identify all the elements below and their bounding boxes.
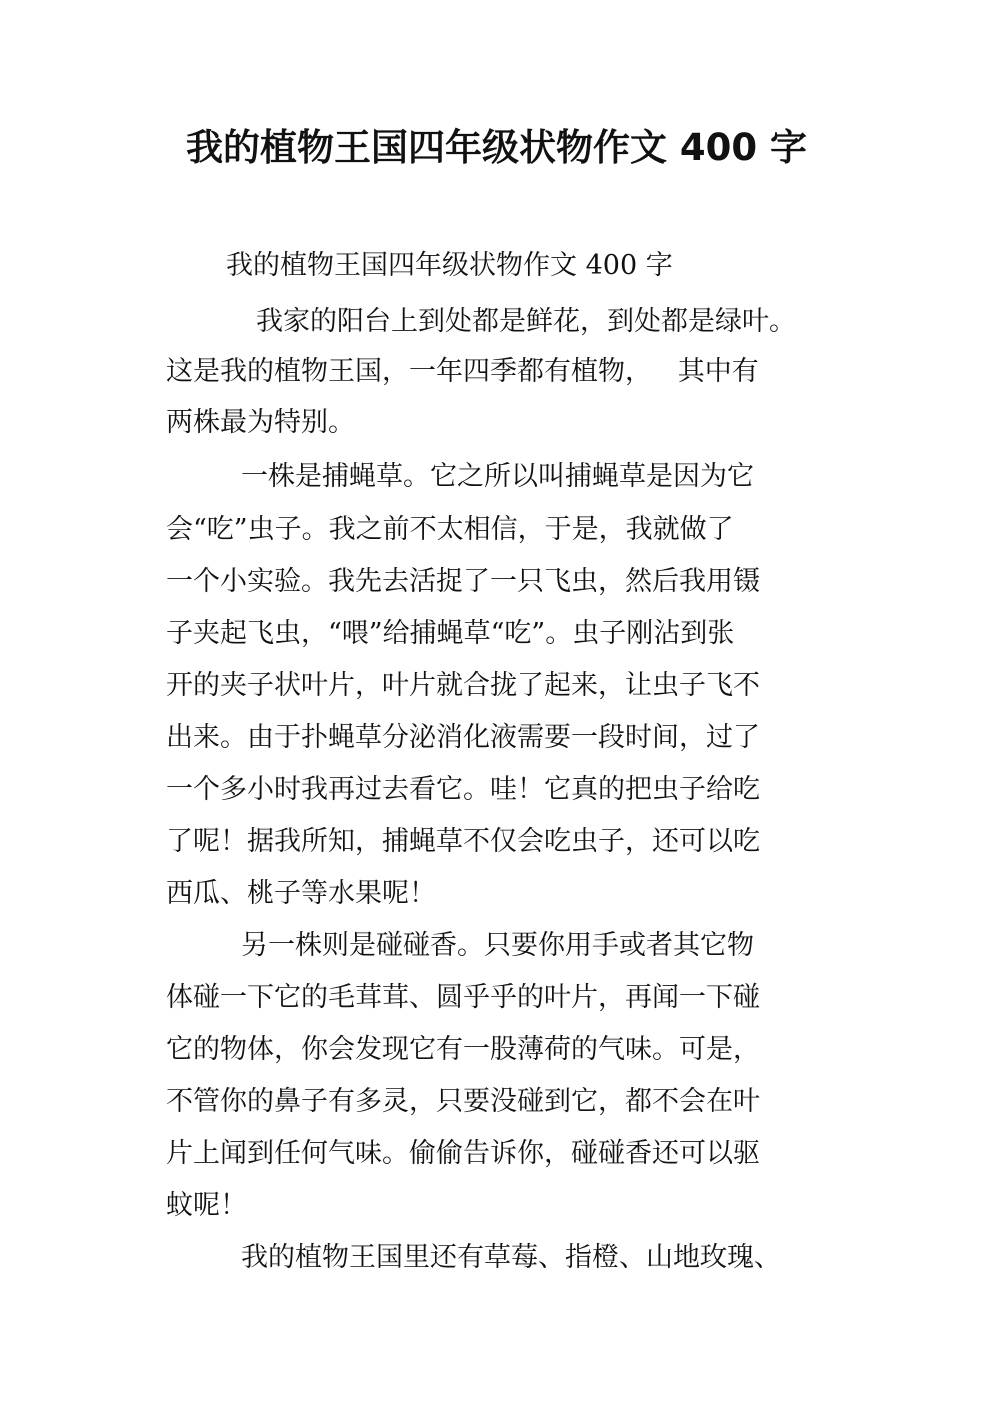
paragraph-2-line-8: 了呢！据我所知，捕蝇草不仅会吃虫子，还可以吃 [166,826,760,857]
paragraph-3-line-2: 体碰一下它的毛茸茸、圆乎乎的叶片，再闻一下碰 [166,982,760,1013]
paragraph-2-line-6: 出来。由于扑蝇草分泌消化液需要一段时间，过了 [166,722,760,753]
paragraph-2-line-3: 一个小实验。我先去活捉了一只飞虫，然后我用镊 [166,566,760,597]
paragraph-3-line-1: 另一株则是碰碰香。只要你用手或者其它物 [241,930,754,961]
paragraph-2-line-9: 西瓜、桃子等水果呢！ [166,878,436,909]
paragraph-4-line-1: 我的植物王国里还有草莓、指橙、山地玫瑰、 [241,1242,781,1273]
paragraph-2-line-1: 一株是捕蝇草。它之所以叫捕蝇草是因为它 [241,461,754,492]
paragraph-1-line-3: 两株最为特别。 [166,407,355,438]
paragraph-2-line-7: 一个多小时我再过去看它。哇！它真的把虫子给吃 [166,774,760,805]
subtitle-line: 我的植物王国四年级状物作文 400 字 [226,250,673,281]
paragraph-2-line-5: 开的夹子状叶片，叶片就合拢了起来，让虫子飞不 [166,670,760,701]
paragraph-2-line-4: 子夹起飞虫，“喂”给捕蝇草“吃”。虫子刚沾到张 [166,618,735,649]
paragraph-3-line-6: 蚊呢！ [166,1190,247,1221]
document-title: 我的植物王国四年级状物作文 400 字 [186,126,807,169]
paragraph-2-line-2: 会“吃”虫子。我之前不太相信，于是，我就做了 [166,514,734,545]
paragraph-3-line-4: 不管你的鼻子有多灵，只要没碰到它，都不会在叶 [166,1086,760,1117]
paragraph-1-line-1: 我家的阳台上到处都是鲜花，到处都是绿叶。 [256,306,796,337]
paragraph-3-line-3: 它的物体，你会发现它有一股薄荷的气味。可是， [166,1034,760,1065]
paragraph-1-line-2: 这是我的植物王国，一年四季都有植物， 其中有 [166,356,759,387]
paragraph-3-line-5: 片上闻到任何气味。偷偷告诉你，碰碰香还可以驱 [166,1138,760,1169]
